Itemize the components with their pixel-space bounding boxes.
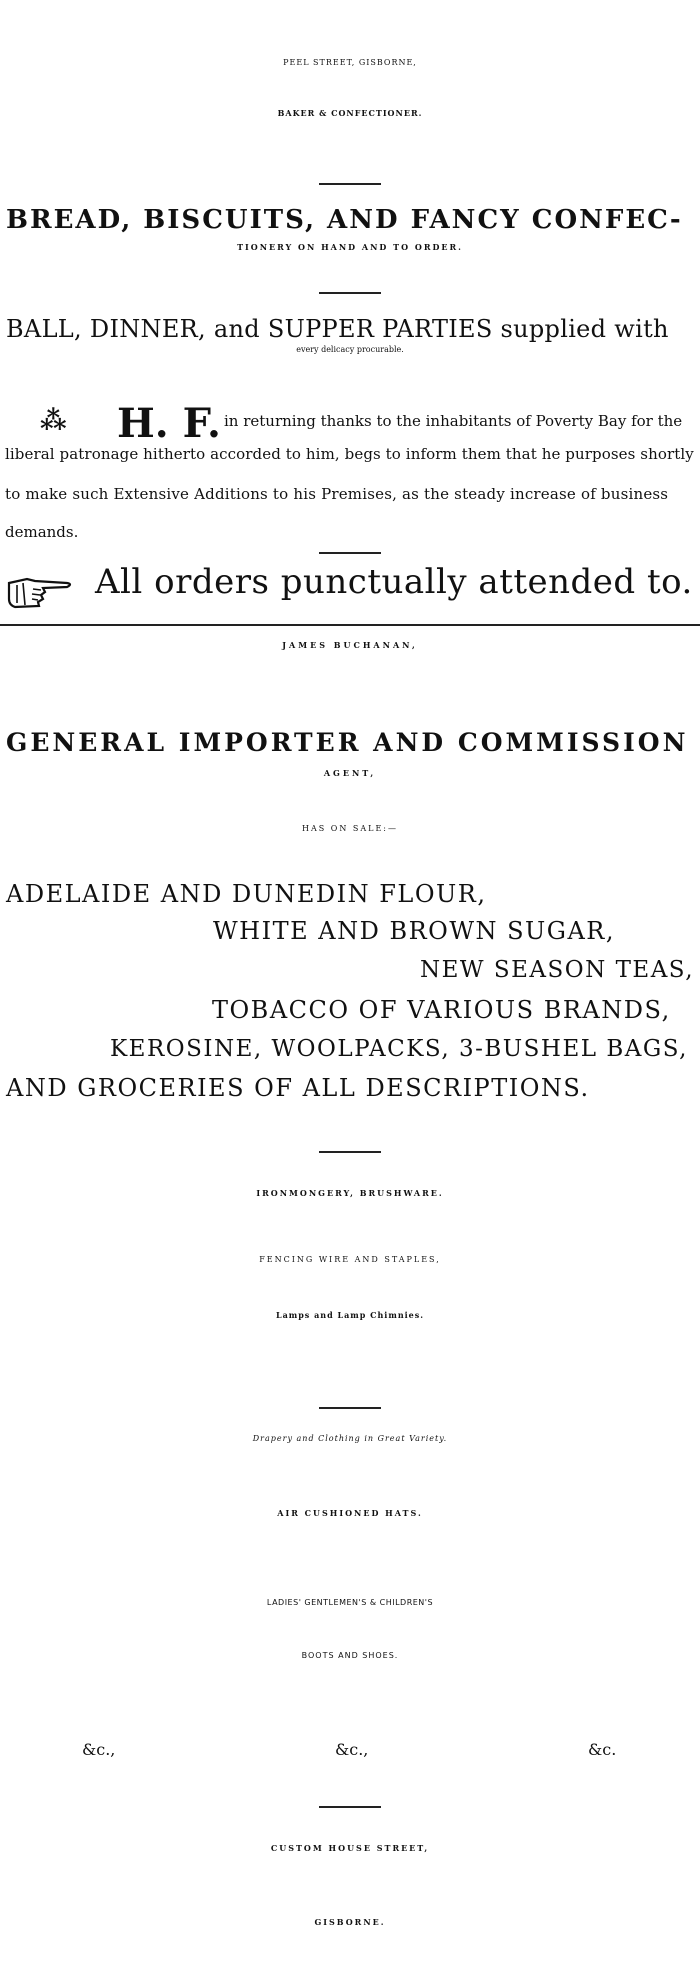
buchanan-trade-line-2: AGENT, [323, 768, 377, 778]
bread-line-2: TIONERY ON HAND AND TO ORDER. [237, 242, 463, 252]
henry-fisher-trade: BAKER & CONFECTIONER. [277, 108, 423, 118]
divider-rule [319, 1407, 381, 1409]
orders-line: All orders punctually attended to. [95, 562, 693, 602]
goods-item: AND GROCERIES OF ALL DESCRIPTIONS. [6, 1074, 590, 1102]
notice-line-4: demands. [5, 523, 79, 541]
advertisement-separator [0, 624, 700, 626]
goods-item: WHITE AND BROWN SUGAR, [213, 917, 615, 945]
parties-line-2: every delicacy procurable. [296, 345, 404, 354]
town-name: GISBORNE. [314, 1917, 386, 1927]
henry-fisher-initials: H. F. [117, 400, 221, 447]
henry-fisher-address: PEEL STREET, GISBORNE, [283, 58, 417, 67]
etcetera: &c., [335, 1740, 369, 1759]
street-address: CUSTOM HOUSE STREET, [270, 1843, 430, 1853]
boots-line-2: BOOTS AND SHOES. [301, 1651, 399, 1660]
divider-rule [319, 1151, 381, 1153]
notice-line-2: liberal patronage hitherto accorded to him, begs to inform them that he purposes shortly [5, 445, 694, 463]
notice-line-3: to make such Extensive Additions to his Premises, as the steady increase of business [5, 485, 669, 503]
etcetera: &c. [588, 1740, 617, 1759]
divider-rule [319, 1806, 381, 1808]
notice-line-1: in returning thanks to the inhabitants of Poverty Bay for the [224, 412, 683, 430]
fencing-line: FENCING WIRE AND STAPLES, [259, 1255, 441, 1264]
boots-line-1: LADIES' GENTLEMEN'S & CHILDREN'S [266, 1598, 434, 1607]
divider-rule [319, 552, 381, 554]
ironmongery-line: IRONMONGERY, BRUSHWARE. [256, 1188, 444, 1198]
parties-line-1: BALL, DINNER, and SUPPER PARTIES supplied with [6, 315, 669, 343]
buchanan-trade-line-1: GENERAL IMPORTER AND COMMISSION [6, 728, 689, 757]
goods-item: TOBACCO OF VARIOUS BRANDS, [212, 996, 671, 1024]
asterism-icon: ⁂ [40, 406, 67, 436]
james-buchanan-name: JAMES BUCHANAN, [282, 640, 418, 650]
etcetera: &c., [82, 1740, 116, 1759]
pointing-hand-icon [5, 571, 75, 611]
lamps-line: Lamps and Lamp Chimnies. [275, 1310, 425, 1320]
divider-rule [319, 183, 381, 185]
divider-rule [319, 292, 381, 294]
bread-line-1: BREAD, BISCUITS, AND FANCY CONFEC- [6, 205, 683, 235]
goods-item: NEW SEASON TEAS, [420, 957, 695, 983]
goods-item: ADELAIDE AND DUNEDIN FLOUR, [6, 880, 487, 908]
hats-line: AIR CUSHIONED HATS. [277, 1508, 423, 1518]
drapery-line: Drapery and Clothing in Great Variety. [252, 1434, 448, 1443]
goods-item: KEROSINE, WOOLPACKS, 3-BUSHEL BAGS, [110, 1036, 688, 1062]
on-sale-heading: HAS ON SALE:— [302, 824, 398, 833]
